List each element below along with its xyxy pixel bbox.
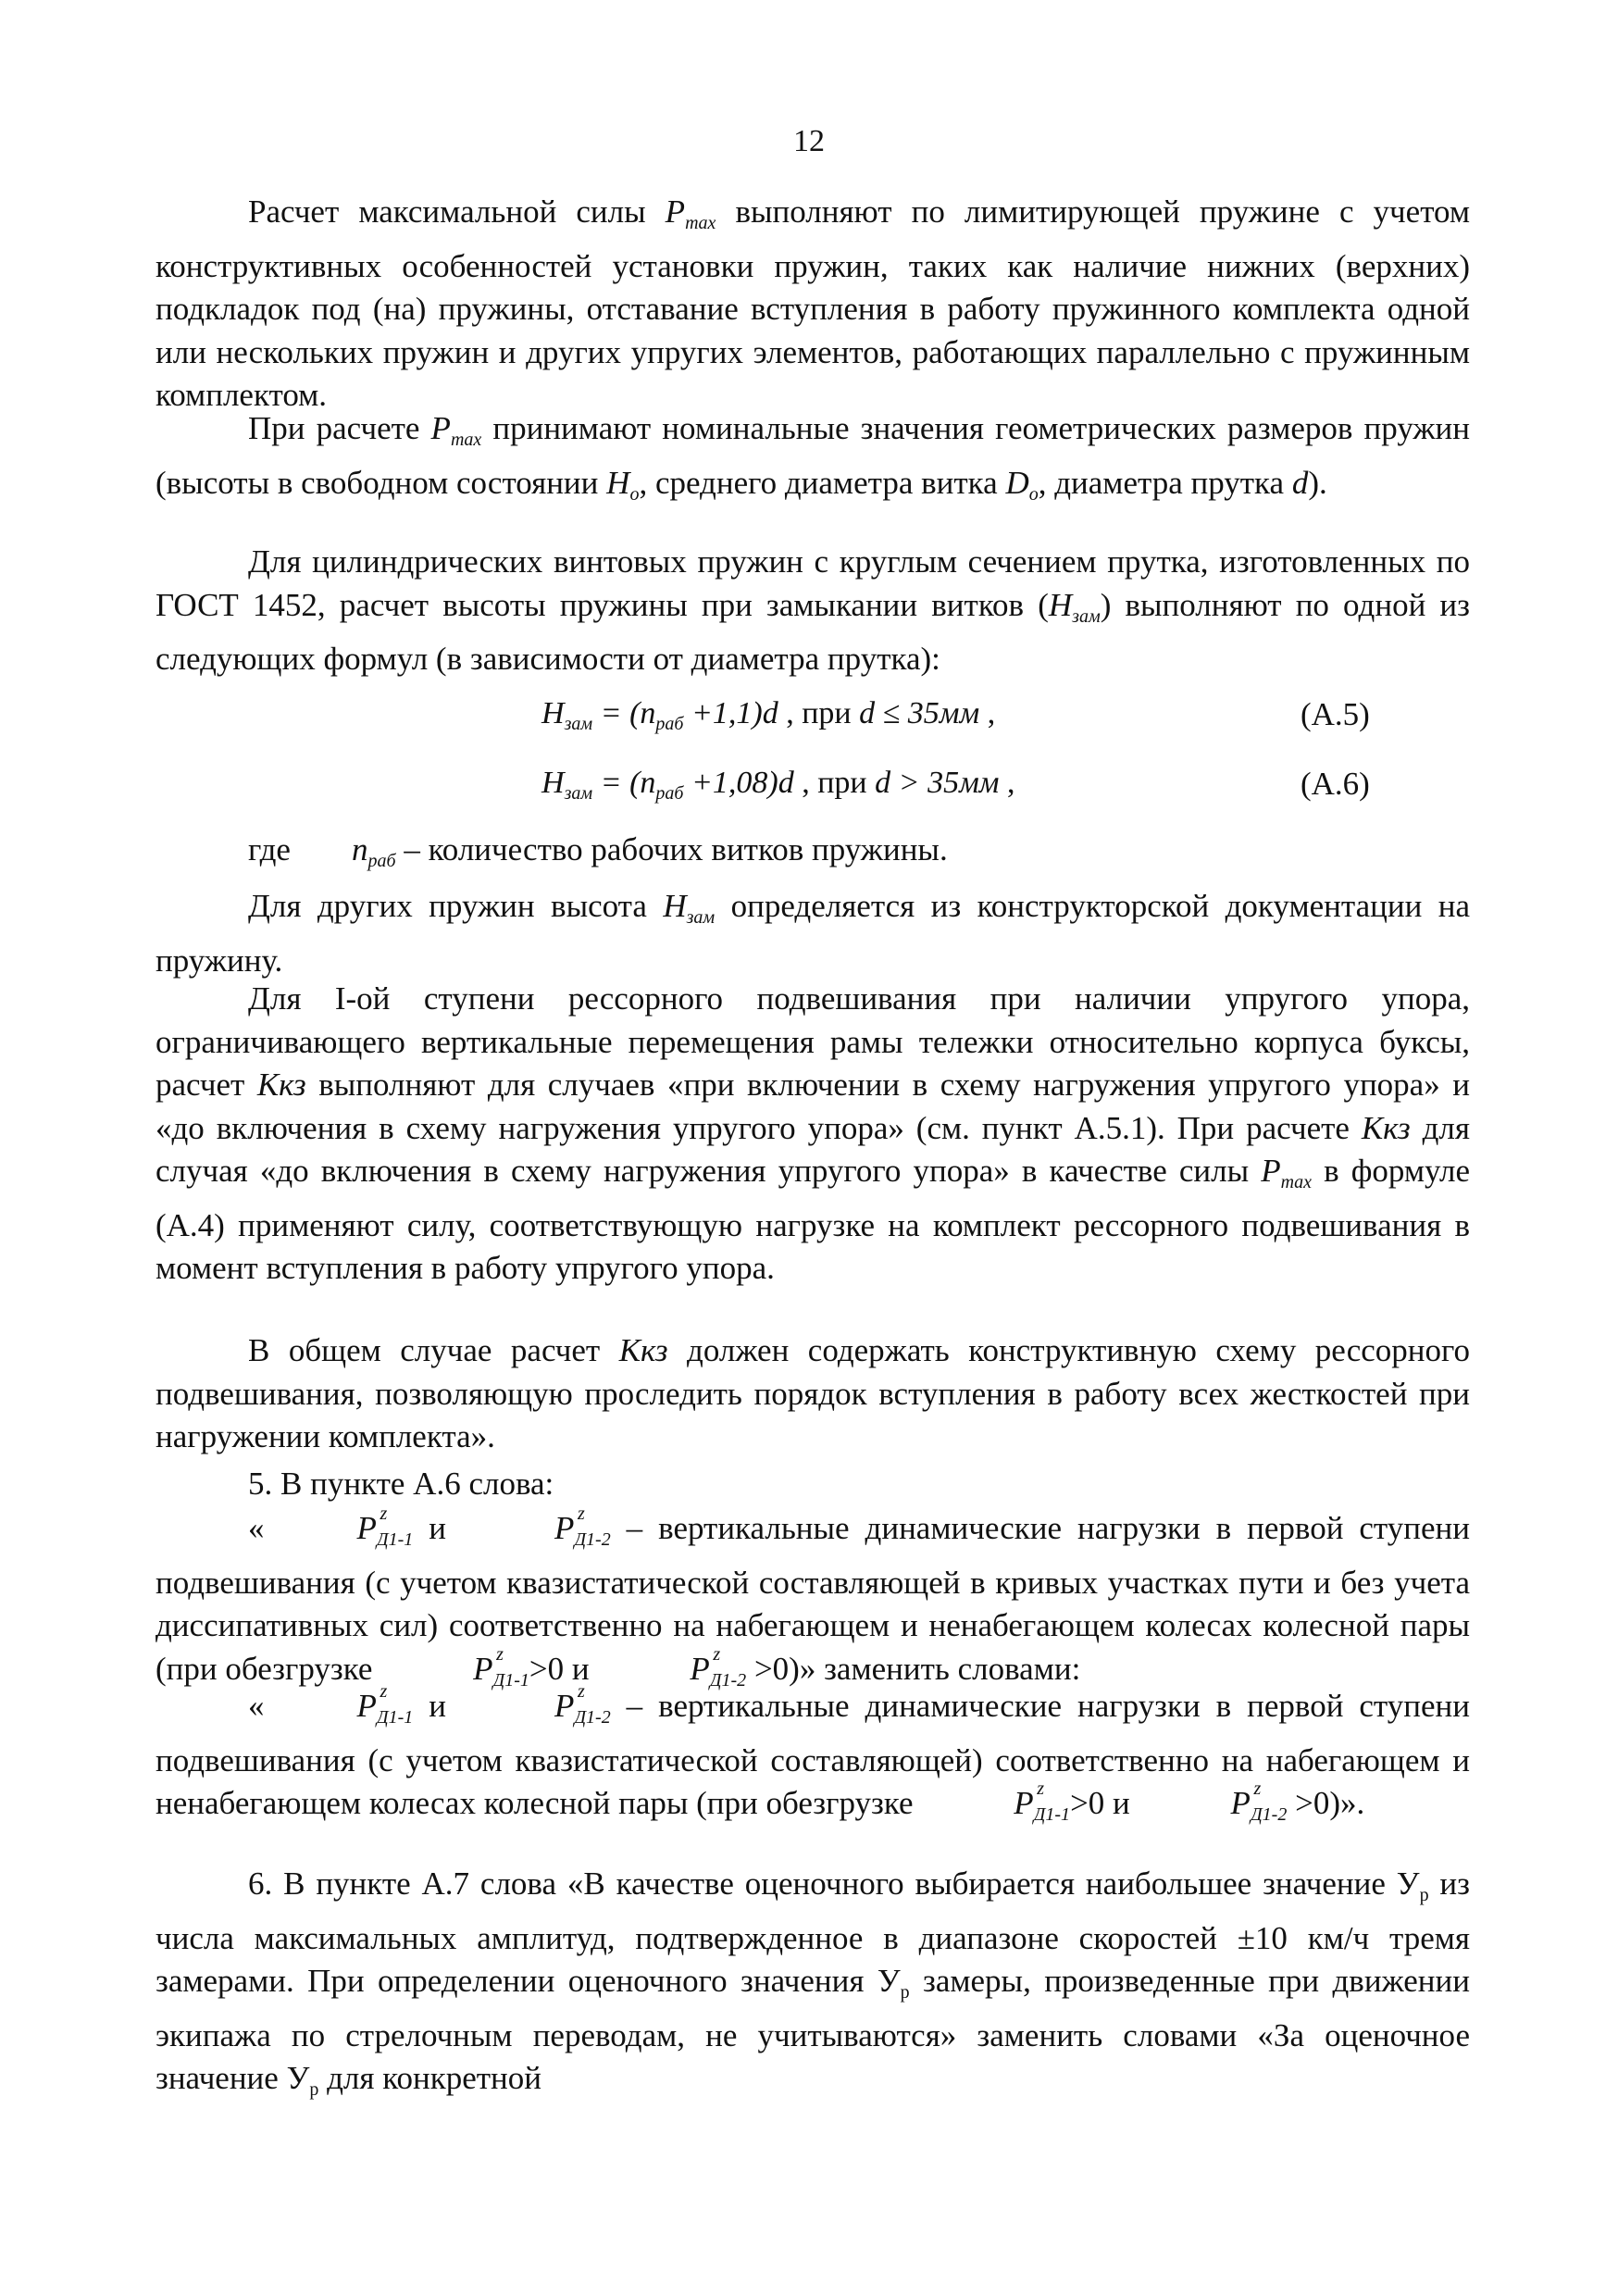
symbol-p-d1-1: P z $_{Д1-1}$ — [356, 1504, 414, 1550]
symbol-p-d1-2-d: P z $_{Д1-2}$ — [1230, 1778, 1288, 1825]
symbol-p-d1-1-b: P z $_{Д1-1}$ — [473, 1643, 529, 1691]
paragraph-4: Для других пружин высота $H_{зам}$ определяется из конструкторской документации на пружину. — [156, 888, 1470, 979]
paragraph-10: 6. В пункте А.7 слова «В качестве оценочного выбирается наибольшее значение $У_р$ из числа максимальных амплитуд, подтвержденное в диапазоне скоростей ±10 км/ч тремя замерами. При определении оценочного значения $У_р$ замеры, произведенные при движении экипажа по стрелочным переводам, не учитываются» заменить словами «За оценочное значение $У_р$ для конкретной — [156, 1866, 1471, 2100]
paragraph-1: Расчет максимальной силы $P_{max}$ выполняют по лимитирующей пружине с учетом конструктивных особенностей установки пружин, таких как наличие нижних (верхних) подкладок под (на) пружины, отставание вступления в работу пружинного комплекта одной или нескольких пружин и других упругих элементов, работающих параллельно с пружинным комплектом. — [156, 193, 1471, 413]
paragraph-6: В общем случае расчет Ккз должен содержать конструктивную схему рессорного подвешивания, позволяющую проследить порядок вступления в работу всех жесткостей при нагружении комплекта». — [156, 1332, 1470, 1454]
symbol-p-d1-2: P z $_{Д1-2}$ — [554, 1504, 611, 1550]
paragraph-3: Для цилиндрических винтовых пружин с круглым сечением прутка, изготовленных по ГОСТ 1452, расчет высоты пружины при замыкании витков $(H_{зам})$ выполняют по одной из следующих формул (в зависимости от диаметра прутка): — [156, 543, 1470, 677]
where-definition: $n_{раб}$ – количество рабочих витков пружины. — [352, 831, 948, 871]
symbol-p-d1-2-c: P z $_{Д1-2}$ — [554, 1681, 611, 1728]
page-number: 12 — [793, 124, 825, 158]
paragraph-7: 5. В пункте А.6 слова: — [248, 1466, 554, 1502]
formula-a5: $H_{зам} = (n_{раб} +1,1)d$ , при d ≤ 35мм , — [541, 696, 996, 734]
formula-a5-number: (А.5) — [1301, 696, 1370, 732]
formula-a6: $H_{зам} = (n_{раб} +1,08)d$ , при d > 35мм , — [541, 766, 1015, 804]
paragraph-9: « P z $_{Д1-1}$ и P z $_{Д1-2}$ – вертикальные динамические нагрузки в первой ступени подвешивания (с учетом квазистатической составляющей) соответственно на набегающем и ненабегающем колесах колесной пары (при обезгрузке P z $_{Д1-1}$>0 и P z $_{Д1-2}$ >0)». — [156, 1685, 1470, 1837]
symbol-p-d1-2-b: P z $_{Д1-2}$ — [690, 1643, 747, 1691]
paragraph-5: Для I-ой ступени рессорного подвешивания при наличии упругого упора, ограничивающего вертикальные перемещения рамы тележки относительно корпуса буксы, расчет Ккз выполняют для случаев «при включении в схему нагружения упругого упора» и «до включения в схему нагружения упругого упора» (см. пункт А.5.1). При расчете Ккз для случая «до включения в схему нагружения упругого упора» в качестве силы $P_{max}$ в формуле (А.4) применяют силу, соответствующую нагрузке на комплект рессорного подвешивания в момент вступления в работу упругого упора. — [156, 980, 1470, 1286]
paragraph-8: « P z $_{Д1-1}$ и P z $_{Д1-2}$ – вертикальные динамические нагрузки в первой ступени подвешивания (с учетом квазистатической составляющей в кривых участках пути и без учета диссипативных сил) соответственно на набегающем и ненабегающем колесах колесной пары (при обезгрузке P z $_{Д1-1}$>0 и P z $_{Д1-2}$ >0)» заменить словами: — [156, 1507, 1470, 1702]
where-label: где — [248, 831, 291, 867]
symbol-p-d1-1-c: P z $_{Д1-1}$ — [356, 1681, 414, 1728]
paragraph-2: При расчете $P_{max}$ принимают номинальные значения геометрических размеров пружин (высоты в свободном состоянии $H_о$, среднего диаметра витка $D_о$, диаметра прутка d). — [156, 410, 1470, 505]
symbol-p-d1-1-d: P z $_{Д1-1}$ — [1014, 1778, 1071, 1825]
formula-a6-number: (А.6) — [1301, 766, 1370, 802]
